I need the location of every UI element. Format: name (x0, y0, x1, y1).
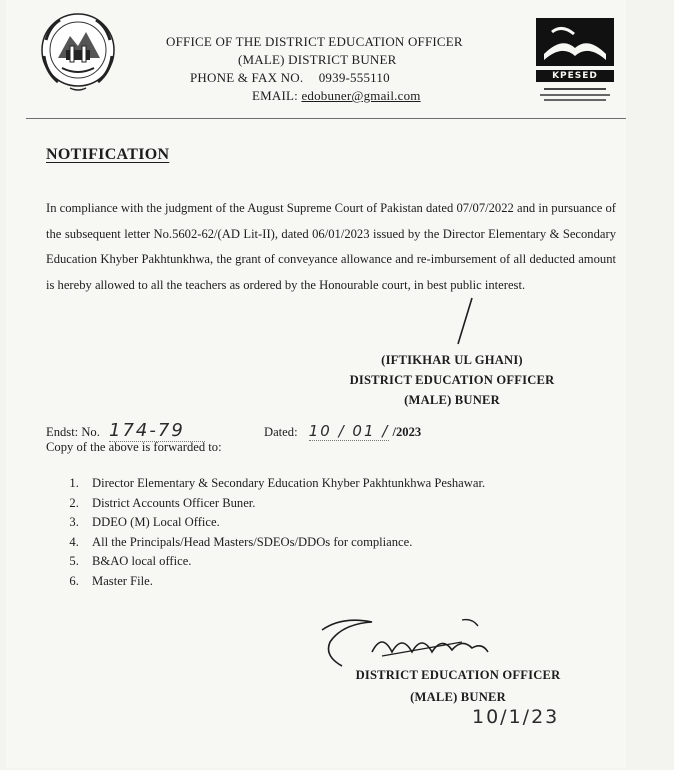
dated-line (264, 422, 421, 441)
endst-label: Endst: No. (46, 425, 100, 439)
footer-office: (MALE) BUNER (410, 690, 506, 704)
distribution-list-item: 4. All the Principals/Head Masters/SDEOs/DDOs for compliance. (82, 533, 586, 553)
signatory-block (332, 350, 572, 410)
email-label: EMAIL: (252, 88, 298, 103)
signatory-designation: DISTRICT EDUCATION OFFICER (349, 373, 555, 387)
header-divider (26, 118, 626, 119)
distribution-list-item: 3. DDEO (M) Local Office. (82, 513, 586, 533)
phone-value: 0939-555110 (318, 70, 390, 85)
distribution-list-item: 5. B&AO local office. (82, 552, 586, 572)
signatory-name: (IFTIKHAR UL GHANI) (381, 353, 523, 367)
notification-title: NOTIFICATION (46, 146, 170, 163)
email-link[interactable]: edobuner@gmail.com (301, 88, 421, 103)
signature-stroke (454, 294, 478, 353)
endst-line (46, 420, 205, 442)
distribution-list-item: 2. District Accounts Officer Buner. (82, 494, 586, 514)
dated-handwritten: 10 / 01 / (308, 422, 390, 440)
copy-forward-line: Copy of the above is forwarded to: (46, 440, 222, 454)
kpesed-logo-text: KPESED (552, 71, 598, 81)
header-email-line (252, 88, 421, 104)
distribution-list-item: 1. Director Elementary & Secondary Education Khyber Pakhtunkhwa Peshawar. (82, 474, 586, 494)
header-office-line: OFFICE OF THE DISTRICT EDUCATION OFFICER (166, 34, 463, 49)
footer-designation: DISTRICT EDUCATION OFFICER (355, 668, 561, 682)
kpesed-logo (530, 14, 620, 104)
signatory-office: (MALE) BUNER (404, 393, 500, 407)
dated-year: /2023 (392, 425, 422, 439)
notification-page (6, 0, 626, 768)
header-phone-line (190, 70, 390, 86)
notification-body: In compliance with the judgment of the August Supreme Court of Pakistan dated 07/07/2022 and in pursuance of the subsequent letter No.5602-62/(AD Lit-II), dated 06/01/2023 issued by the Director Elementary & Secondary Education Khyber Pakhtunkhwa, the grant of conveyance allowance and re-imbursement of all deducted amount is hereby allowed to all the teachers as ordered by the Honourable court, in best public interest. (46, 201, 616, 292)
district-emblem-logo (36, 6, 120, 98)
footer-signatory-block (338, 664, 578, 708)
phone-label: PHONE & FAX NO. (190, 70, 304, 85)
endst-number-handwritten: 174-79 (109, 420, 205, 442)
footer-handwritten-date: 10/1/23 (472, 706, 560, 728)
header-district-line: (MALE) DISTRICT BUNER (238, 52, 397, 67)
distribution-list (46, 474, 586, 592)
dated-label: Dated: (264, 425, 298, 439)
distribution-list-item: 6. Master File. (82, 572, 586, 592)
